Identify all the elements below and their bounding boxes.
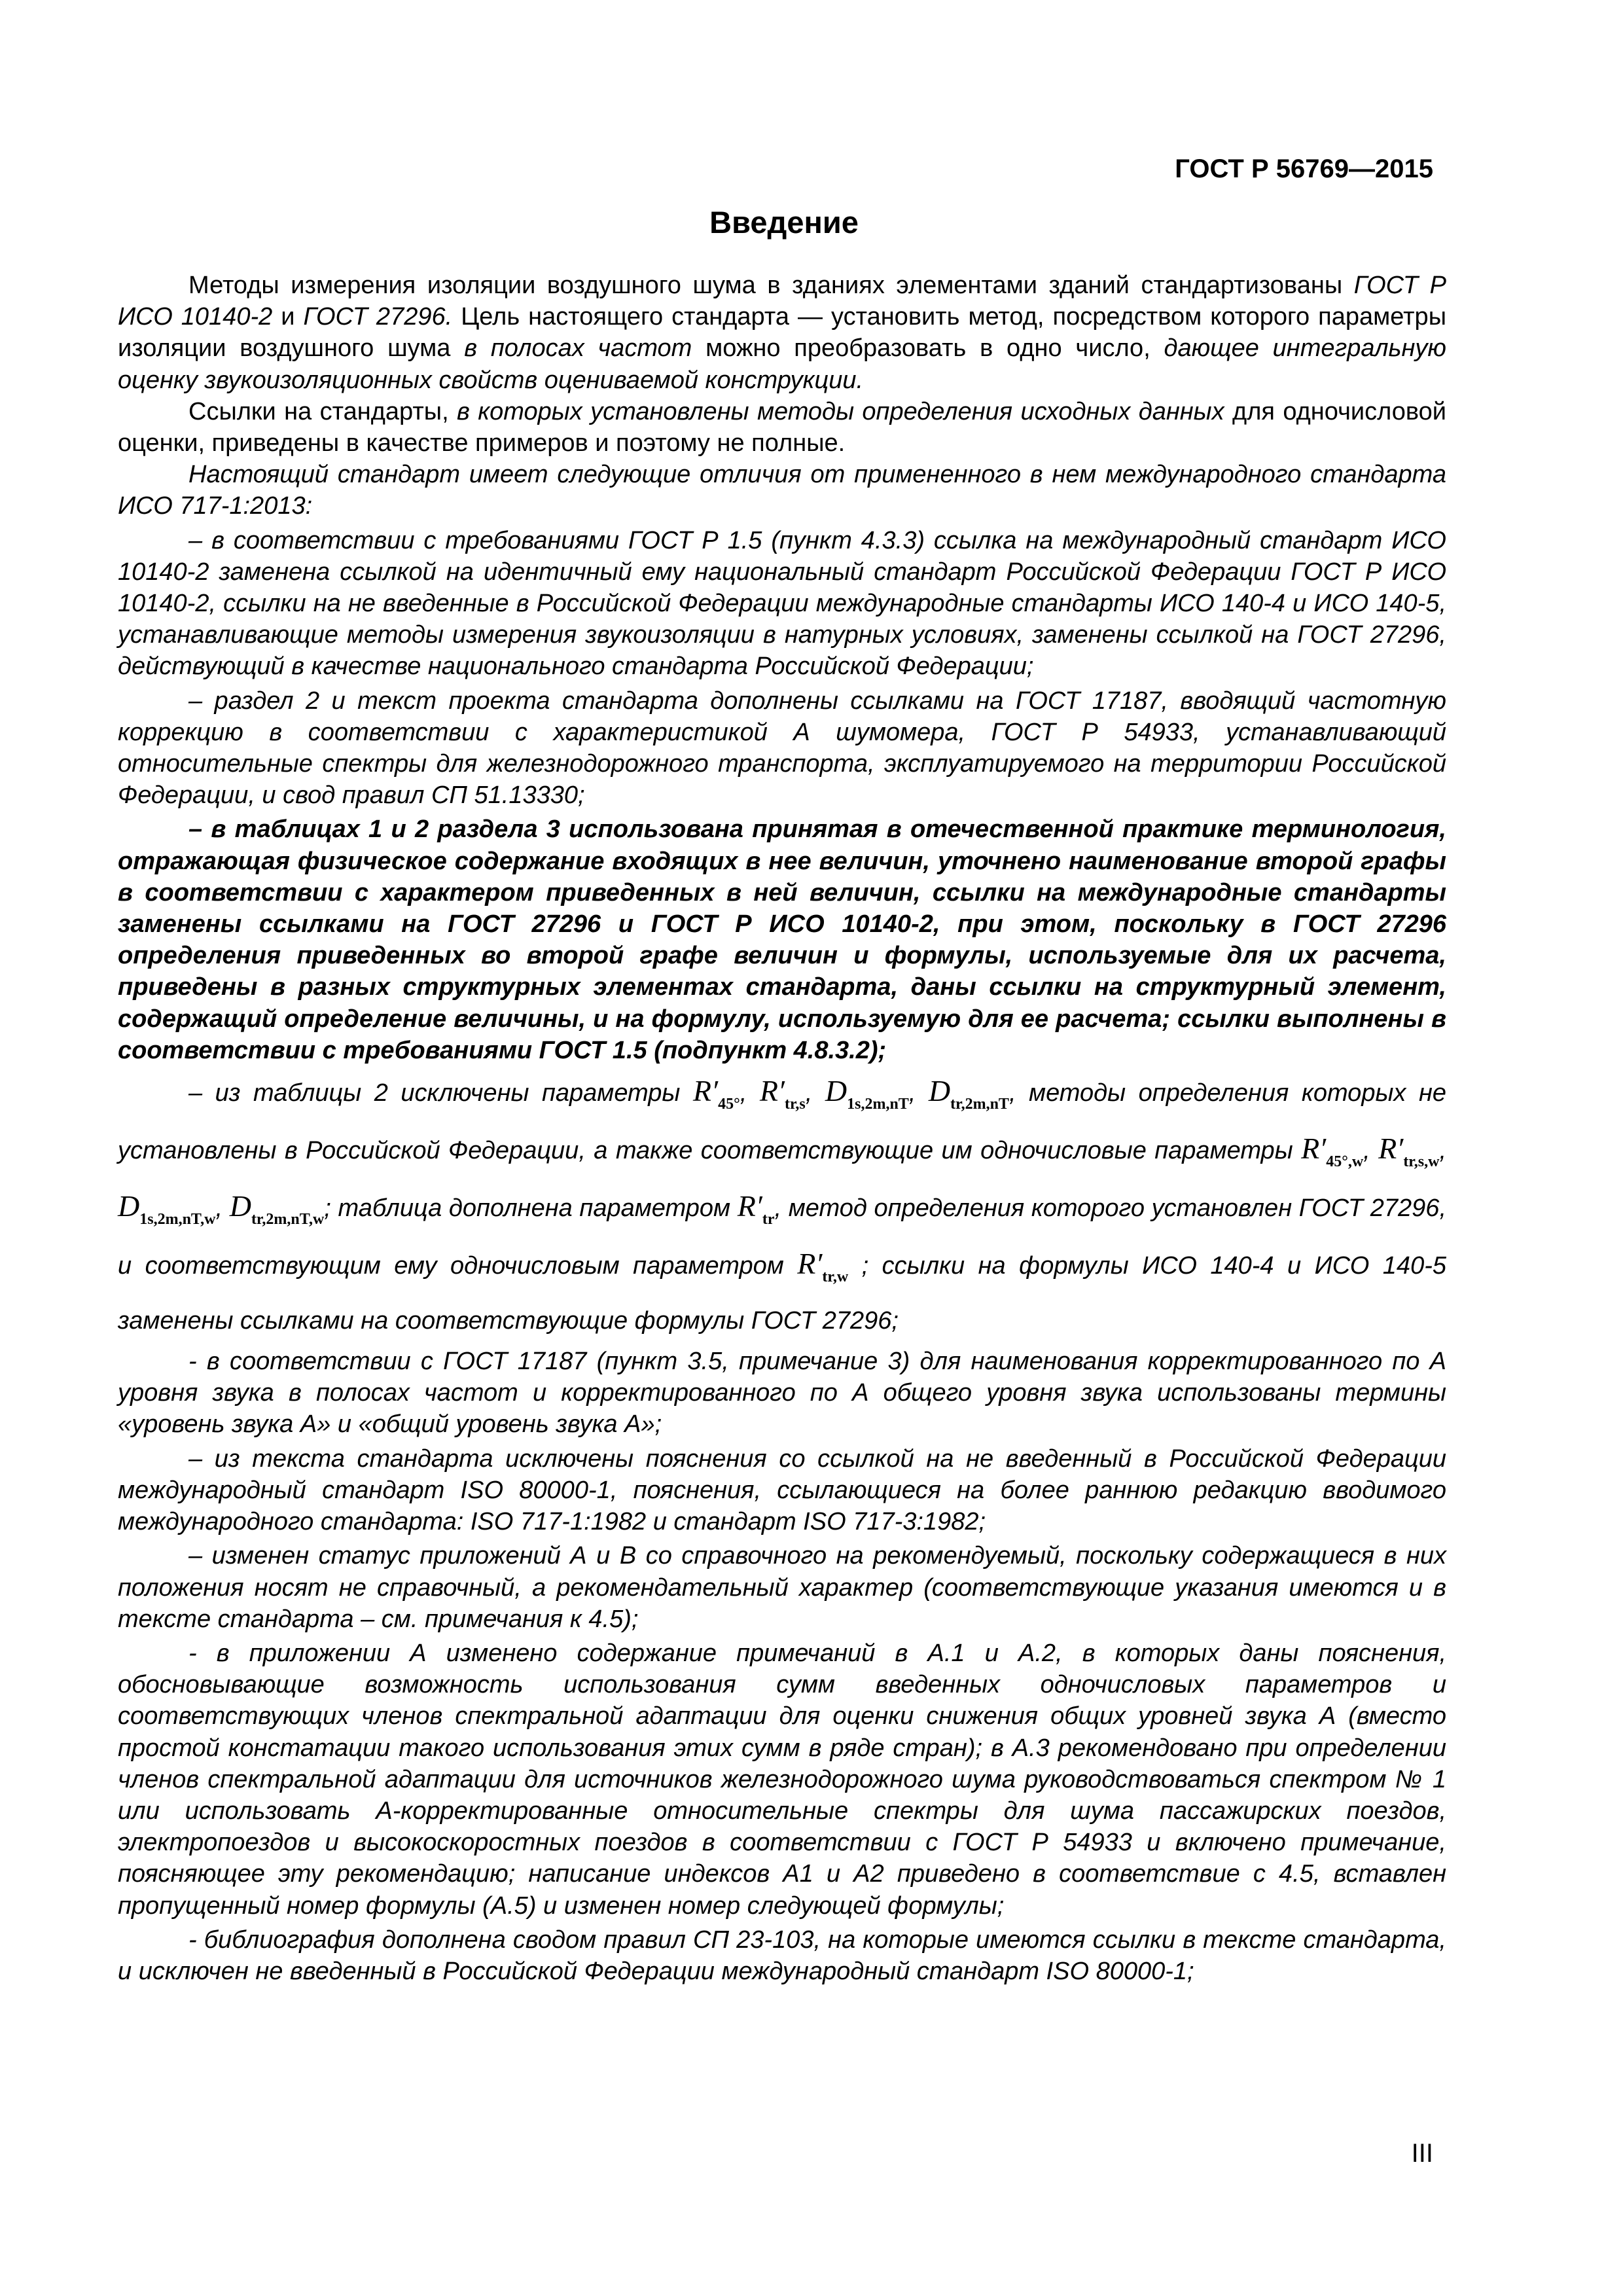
- formula-d1sw: $D_{1s,2m,nT,w}$: [118, 1189, 216, 1229]
- list-item-6: – из текста стандарта исключены пояснения со ссылкой на не введенный в Российской Федерации международный стандарт ISO 80000-1, пояснения, ссылающиеся на более раннюю редакцию вводимого международного стандарта: ISO 717-1:1982 и стандарт ISO 717-3:1982;: [118, 1444, 1446, 1536]
- formula-d1s: $D_{1s,2m,nT}$: [825, 1074, 909, 1113]
- document-body: [118, 270, 1446, 1987]
- list-item-5: - в соответствии с ГОСТ 17187 (пункт 3.5, примечание 3) для наименования корректированного по А уровня звука в полосах частот и корректированного по А общего уровня звука использованы термины «уровень звука А» и «общий уровень звука А»;: [118, 1348, 1446, 1439]
- formula-dtr: $D_{tr,2m,nT}$: [928, 1074, 1009, 1113]
- list-item-2: – раздел 2 и текст проекта стандарта дополнены ссылками на ГОСТ 17187, вводящий частотную коррекцию в соответствии с характеристикой А шумомера, ГОСТ Р 54933, устанавливающий относительные спектры для железнодорожного транспорта, эксплуатируемого на территории Российской Федерации, и свод правил СП 51.13330;: [118, 687, 1446, 810]
- formula-rtrw: $R'_{tr,w}$: [797, 1247, 849, 1286]
- list-item-3: – в таблицах 1 и 2 раздела 3 использована принятая в отечественной практике терминология, отражающая физическое содержание входящих в нее величин, уточнено наименование второй графы в соответствии с характером приведенных в ней величин, ссылки на международные стандарты заменены ссылками на ГОСТ 27296 и ГОСТ Р ИСО 10140-2, при этом, поскольку в ГОСТ 27296 определения приведенных во второй графе величин и формулы, используемые для их расчета, приведены в разных структурных элементах стандарта, даны ссылки на структурный элемент, содержащий определение величины, и на формулу, используемую для ее расчета; ссылки выполнены в соответствии с требованиями ГОСТ 1.5 (подпункт 4.8.3.2);: [118, 816, 1446, 1064]
- formula-dtrw: $D_{tr,2m,nT,w}$: [229, 1189, 325, 1229]
- formula-rtr: $R'_{tr}$: [737, 1189, 775, 1229]
- list-item-9: - библиография дополнена сводом правил СП 23-103, на которые имеются ссылки в тексте стандарта, и исключен не введенный в Российской Федерации международный стандарт ISO 80000-1;: [118, 1926, 1446, 1985]
- page-number: III: [1411, 2139, 1433, 2168]
- formula-r45: $R'_{45^\circ}$: [692, 1074, 740, 1113]
- list-item-7: – изменен статус приложений А и В со справочного на рекомендуемый, поскольку содержащиеся в них положения носят не справочный, а рекомендательный характер (соответствующие указания имеются и в тексте стандарта – см. примечания к 4.5);: [118, 1542, 1446, 1633]
- formula-r45w: $R'_{45^\circ,w}$: [1301, 1132, 1364, 1171]
- list-item-4: – из таблицы 2 исключены параметры $R'_{45^\circ}$, $R'_{tr,s}$, $D_{1s,2m,nT}$, $D_{tr,2m,nT}$, методы определения которых не установлены в Российской Федерации, а также соответствующие им одночисловые параметры $R'_{45^\circ,w}$, $R'_{tr,s,w}$, $D_{1s,2m,nT,w}$, $D_{tr,2m,nT,w}$; таблица дополнена параметром $R'_{tr}$, метод определения которого установлен ГОСТ 27296, и соответствующим ему одночисловым параметром $R'_{tr,w}$ ; ссылки на формулы ИСО 140-4 и ИСО 140-5 заменены ссылками на соответствующие формулы ГОСТ 27296;: [118, 1074, 1446, 1335]
- list-item-1: – в соответствии с требованиями ГОСТ Р 1.5 (пункт 4.3.3) ссылка на международный стандарт ИСО 10140-2 заменена ссылкой на идентичный ему национальный стандарт Российской Федерации ГОСТ Р ИСО 10140-2, ссылки на не введенные в Российской Федерации международные стандарты ИСО 140-4 и ИСО 140-5, устанавливающие методы измерения звукоизоляции в натурных условиях, заменены ссылкой на ГОСТ 27296, действующий в качестве национального стандарта Российской Федерации;: [118, 526, 1446, 681]
- section-title: Введение: [709, 205, 859, 240]
- intro-paragraph-1: Методы измерения изоляции воздушного шума в зданиях элементами зданий стандартизованы ГОСТ Р ИСО 10140-2 и ГОСТ 27296. Цель настоящего стандарта — установить метод, посредством которого параметры изоляции воздушного шума в полосах частот можно преобразовать в одно число, дающее интегральную оценку звукоизоляционных свойств оцениваемой конструкции.: [118, 272, 1447, 394]
- formula-rtrs: $R'_{tr,s}$: [759, 1074, 806, 1113]
- formula-rtrsw: $R'_{tr,s,w}$: [1378, 1132, 1440, 1171]
- document-code: ГОСТ Р 56769—2015: [1175, 154, 1433, 183]
- intro-paragraph-3: Настоящий стандарт имеет следующие отличия от примененного в нем международного стандарта ИСО 717-1:2013:: [118, 461, 1446, 520]
- list-item-8: - в приложении А изменено содержание примечаний в А.1 и А.2, в которых даны пояснения, обосновывающие возможность использования сумм введенных одночисловых параметров и соответствующих членов спектральной адаптации для оценки снижения общих уровней звука А (вместо простой констатации такого использования этих сумм в ряде стран); в А.3 рекомендовано при определении членов спектральной адаптации для источников железнодорожного шума руководствоваться спектром № 1 или использовать А-корректированные относительные спектры для шума пассажирских поездов, электропоездов и высокоскоростных поездов в соответствии с ГОСТ Р 54933 и включено примечание, поясняющее эту рекомендацию; написание индексов А1 и А2 приведено в соответствие с 4.5, вставлен пропущенный номер формулы (А.5) и изменен номер следующей формулы;: [118, 1639, 1446, 1920]
- intro-paragraph-2: Ссылки на стандарты, в которых установлены методы определения исходных данных для одночисловой оценки, приведены в качестве примеров и поэтому не полные.: [118, 397, 1446, 457]
